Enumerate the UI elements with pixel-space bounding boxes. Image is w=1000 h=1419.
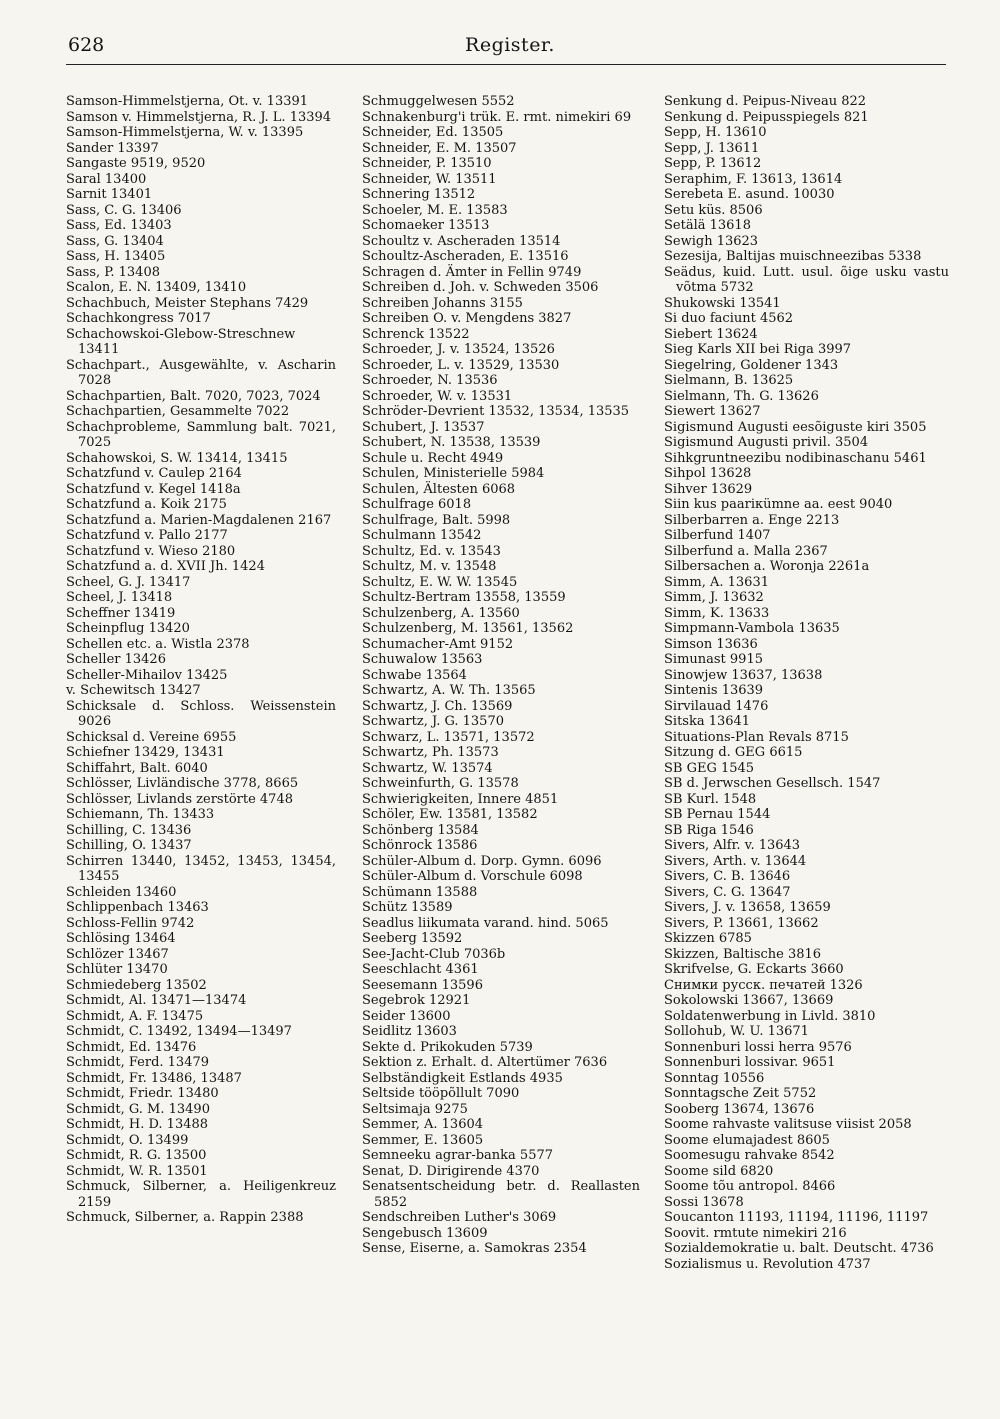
index-entry: Schlösing 13464 [66,931,176,946]
index-entry: Scheller 13426 [66,652,166,667]
index-entry: Skizzen 6785 [664,931,752,946]
index-entry: Soldatenwerbung in Livld. 3810 [664,1008,876,1024]
index-entry: Sinowjew 13637, 13638 [664,667,823,683]
index-entry: Schoeler, M. E. 13583 [362,202,508,218]
index-entry: Sass, Ed. 13403 [66,218,172,233]
index-entry: Sieg Karls XII bei Riga 3997 [664,342,852,357]
index-entry: Schilling, C. 13436 [66,822,192,838]
index-entry: Schiefner 13429, 13431 [66,745,225,760]
index-entry: Schomaeker 13513 [362,218,490,233]
index-entry: Schreiben Johanns 3155 [362,295,523,311]
index-entry: Sivers, C. G. 13647 [664,884,791,900]
index-entry: Schachowskoi-Glebow-Streschnew 13411 [66,326,296,357]
index-entry: Schönrock 13586 [362,838,478,853]
index-entry: Schmuggelwesen 5552 [362,94,515,109]
index-entry: Sokolowski 13667, 13669 [664,993,834,1008]
index-entry: Seädus, kuid. Lutt. usul. õige usku vastu võtma 5732 [664,264,949,295]
index-entry: Sozialdemokratie u. balt. Deutscht. 4736 [664,1241,934,1256]
index-entry: Seraphim, F. 13613, 13614 [664,171,843,187]
index-entry: Schmidt, Friedr. 13480 [66,1086,219,1101]
index-entry: Schmidt, Fr. 13486, 13487 [66,1070,242,1086]
index-entry: Schmuck, Silberner, a. Rappin 2388 [66,1210,304,1225]
index-column-1 [66,94,336,1379]
index-entry: Soomesugu rahvake 8542 [664,1148,835,1163]
index-entry: Schultz, Ed. v. 13543 [362,543,501,559]
index-entry: v. Schewitsch 13427 [66,683,201,698]
index-entry: Schachpart., Ausgewählte, v. Ascharin 7028 [66,357,336,388]
index-entry: Schulfrage, Balt. 5998 [362,512,511,528]
index-entry: Sonntag 10556 [664,1070,765,1086]
index-entry: Soome rahvaste valitsuse viisist 2058 [664,1117,912,1132]
index-entry: Schmidt, C. 13492, 13494—13497 [66,1024,292,1039]
index-entry: Shukowski 13541 [664,295,781,311]
index-entry: Schatzfund v. Wieso 2180 [66,543,236,559]
index-entry: Sepp, J. 13611 [664,140,760,156]
index-entry: Seidlitz 13603 [362,1024,457,1039]
index-entry: Setälä 13618 [664,218,751,233]
index-entry: Si duo faciunt 4562 [664,311,794,326]
index-entry: SB d. Jerwschen Gesellsch. 1547 [664,776,881,791]
index-entry: Schatzfund a. Marien-Magdalenen 2167 [66,512,332,528]
index-entry: Schachpartien, Gesammelte 7022 [66,404,290,419]
index-entry: Schulmann 13542 [362,528,482,543]
index-entry: Schroeder, J. v. 13524, 13526 [362,342,555,357]
index-entry: Sivers, Arth. v. 13644 [664,853,807,869]
index-entry: Senkung d. Peipusspiegels 821 [664,109,869,125]
index-entry: Schachkongress 7017 [66,311,211,326]
index-entry: Seltside tööpõllult 7090 [362,1086,520,1101]
index-entry: Schweinfurth, G. 13578 [362,776,519,791]
index-entry: Sengebusch 13609 [362,1225,488,1241]
index-entry: Sihpol 13628 [664,466,752,481]
index-entry: Semmer, A. 13604 [362,1117,484,1132]
index-entry: Situations-Plan Revals 8715 [664,729,849,745]
index-entry: Sollohub, W. U. 13671 [664,1024,809,1039]
index-entry: Schultz-Bertram 13558, 13559 [362,590,566,605]
index-entry: Simpmann-Vambola 13635 [664,621,840,636]
index-entry: Sass, C. G. 13406 [66,202,182,218]
index-entry: Siewert 13627 [664,404,761,419]
index-entry: Sozialismus u. Revolution 4737 [664,1256,871,1272]
index-entry: Serebeta E. asund. 10030 [664,187,835,202]
index-entry: Simm, A. 13631 [664,574,769,590]
index-entry: Schlüter 13470 [66,962,168,977]
index-entry: Sangaste 9519, 9520 [66,156,206,171]
index-entry: Schwierigkeiten, Innere 4851 [362,791,559,807]
index-entry: Schlösser, Livländische 3778, 8665 [66,776,299,791]
index-entry: Schneider, W. 13511 [362,171,497,187]
index-entry: Schicksale d. Schloss. Weissenstein 9026 [66,698,336,729]
index-entry: Sewigh 13623 [664,233,759,249]
index-entry: Simunast 9915 [664,652,763,667]
header-divider [66,64,946,65]
index-entry: Schüler-Album d. Dorp. Gymn. 6096 [362,853,602,869]
index-entry: Schwarz, L. 13571, 13572 [362,729,535,745]
index-column-2 [362,94,640,1379]
index-entry: Sass, P. 13408 [66,264,160,280]
index-entry: Semneeku agrar-banka 5577 [362,1148,554,1163]
index-entry: Schule u. Recht 4949 [362,450,504,466]
index-entry: Schiemann, Th. 13433 [66,807,215,822]
index-entry: Soucanton 11193, 11194, 11196, 11197 [664,1210,929,1225]
index-entry: Schatzfund v. Pallo 2177 [66,528,228,543]
index-entry: Sivers, Alfr. v. 13643 [664,838,801,853]
index-entry: Schubert, J. 13537 [362,419,485,435]
index-entry: Sihkgruntneezibu nodibinaschanu 5461 [664,450,927,466]
index-entry: Sass, G. 13404 [66,233,164,249]
index-entry: Sitska 13641 [664,714,751,729]
index-entry: Scheffner 13419 [66,605,176,621]
index-entry: Siegelring, Goldener 1343 [664,357,839,373]
index-entry: Schmidt, A. F. 13475 [66,1008,204,1024]
index-entry: Schroeder, L. v. 13529, 13530 [362,357,560,373]
index-entry: Soovit. rmtute nimekiri 216 [664,1225,847,1241]
index-entry: Schatzfund v. Caulep 2164 [66,466,242,481]
index-entry: Schlippenbach 13463 [66,900,209,915]
index-entry: Samson v. Himmelstjerna, R. J. L. 13394 [66,109,332,125]
index-entry: Silberbarren a. Enge 2213 [664,512,840,528]
index-entry: Setu küs. 8506 [664,202,763,218]
index-entry: Seeschlacht 4361 [362,962,479,977]
index-entry: Sirvilauad 1476 [664,698,769,714]
index-entry: Schnakenburg'i trük. E. rmt. nimekiri 69 [362,109,632,125]
index-entry: Sigismund Augusti privil. 3504 [664,435,869,450]
index-entry: Schoultz-Ascheraden, E. 13516 [362,249,569,264]
index-entry: Sooberg 13674, 13676 [664,1101,815,1117]
index-entry: Schiffahrt, Balt. 6040 [66,760,208,776]
index-entry: Schultz, M. v. 13548 [362,559,497,574]
index-entry: Simm, J. 13632 [664,590,764,605]
index-entry: Schmidt, Al. 13471—13474 [66,993,247,1008]
index-entry: Schachpartien, Balt. 7020, 7023, 7024 [66,388,321,404]
index-entry: Schütz 13589 [362,900,453,915]
index-entry: Schreiben d. Joh. v. Schweden 3506 [362,280,599,295]
index-entry: Schmidt, H. D. 13488 [66,1117,209,1132]
index-entry: Schahowskoi, S. W. 13414, 13415 [66,450,288,466]
index-entry: SB Kurl. 1548 [664,791,757,807]
index-column-3 [664,94,949,1379]
index-entry: Seider 13600 [362,1008,451,1024]
index-entry: Samson-Himmelstjerna, Ot. v. 13391 [66,94,309,109]
index-entry: Sielmann, B. 13625 [664,373,794,388]
index-entry: Silbersachen a. Woronja 2261a [664,559,870,574]
index-entry: Sektion z. Erhalt. d. Altertümer 7636 [362,1055,608,1070]
index-entry: Schulen, Ministerielle 5984 [362,466,545,481]
index-entry: Seadlus liikumata varand. hind. 5065 [362,915,609,931]
index-entry: Schmidt, Ed. 13476 [66,1039,197,1055]
index-entry: Schlözer 13467 [66,946,169,962]
index-entry: Schmidt, R. G. 13500 [66,1148,207,1163]
index-entry: Sezesija, Baltijas muischneezibas 5338 [664,249,922,264]
index-entry: Schwartz, Ph. 13573 [362,745,499,760]
index-entry: Schloss-Fellin 9742 [66,915,195,931]
index-entry: Schöler, Ew. 13581, 13582 [362,807,538,822]
index-entry: Silberfund a. Malla 2367 [664,543,828,559]
index-entry: Schulzenberg, M. 13561, 13562 [362,621,574,636]
index-entry: Sonnenburi lossi herra 9576 [664,1039,852,1055]
index-entry: Schneider, E. M. 13507 [362,140,517,156]
index-entry: Schroeder, N. 13536 [362,373,498,388]
index-entry: Sigismund Augusti eesõiguste kiri 3505 [664,419,927,435]
index-entry: Sepp, P. 13612 [664,156,762,171]
index-entry: Simson 13636 [664,636,758,652]
index-entry: Schultz, E. W. W. 13545 [362,574,518,590]
index-entry: Schachbuch, Meister Stephans 7429 [66,295,309,311]
index-entry: Schilling, O. 13437 [66,838,192,853]
index-entry: Schmidt, G. M. 13490 [66,1101,210,1117]
index-entry: Saral 13400 [66,171,147,187]
index-entry: Scheel, G. J. 13417 [66,574,191,590]
index-entry: Seesemann 13596 [362,977,483,993]
index-entry: Schatzfund v. Kegel 1418a [66,481,241,497]
index-entry: Soome sild 6820 [664,1163,774,1179]
index-entry: Schwartz, J. Ch. 13569 [362,698,513,714]
index-entry: Samson-Himmelstjerna, W. v. 13395 [66,125,304,140]
index-entry: Schnering 13512 [362,187,476,202]
index-entry: See-Jacht-Club 7036b [362,946,506,962]
index-entry: Schreiben O. v. Mengdens 3827 [362,311,572,326]
index-entry: Sendschreiben Luther's 3069 [362,1210,557,1225]
index-entry: Schwabe 13564 [362,667,467,683]
index-entry: Schulzenberg, A. 13560 [362,605,520,621]
index-entry: Soome elumajadest 8605 [664,1132,830,1148]
index-entry: Schneider, P. 13510 [362,156,492,171]
index-entry: Schirren 13440, 13452, 13453, 13454, 13455 [66,853,336,884]
index-entry: Schrenck 13522 [362,326,470,342]
index-entry: Scheller-Mihailov 13425 [66,667,228,683]
index-entry: Schlösser, Livlands zerstörte 4748 [66,791,293,807]
index-entry: Schicksal d. Vereine 6955 [66,729,237,745]
index-entry: Schröder-Devrient 13532, 13534, 13535 [362,404,630,419]
index-entry: Schümann 13588 [362,884,478,900]
index-entry: Sarnit 13401 [66,187,153,202]
index-entry: Skrifvelse, G. Eckarts 3660 [664,962,844,977]
index-entry: Skizzen, Baltische 3816 [664,946,822,962]
index-entry: Sass, H. 13405 [66,249,166,264]
index-entry: Schoultz v. Ascheraden 13514 [362,233,561,249]
index-entry: Sossi 13678 [664,1194,744,1210]
index-entry: Schwartz, A. W. Th. 13565 [362,683,536,698]
index-entry: Sintenis 13639 [664,683,764,698]
index-entry: Schroeder, W. v. 13531 [362,388,513,404]
index-entry: Schwartz, W. 13574 [362,760,493,776]
index-entry: Sonnenburi lossivar. 9651 [664,1055,836,1070]
index-entry: Schatzfund a. d. XVII Jh. 1424 [66,559,265,574]
index-entry: Senkung d. Peipus-Niveau 822 [664,94,867,109]
index-entry: Segebrok 12921 [362,993,471,1008]
index-entry: Sivers, P. 13661, 13662 [664,915,819,931]
index-entry: Sivers, J. v. 13658, 13659 [664,900,831,915]
index-entry: Senatsentscheidung betr. d. Reallasten 5852 [362,1179,640,1210]
index-entry: SB Pernau 1544 [664,807,771,822]
index-entry: Scalon, E. N. 13409, 13410 [66,280,247,295]
index-entry: Schmidt, O. 13499 [66,1132,189,1148]
index-entry: Schulen, Ältesten 6068 [362,481,516,497]
index-entry: Seeberg 13592 [362,931,463,946]
page-title: Register. [465,34,555,56]
index-entry: Scheel, J. 13418 [66,590,173,605]
index-entry: Schönberg 13584 [362,822,479,838]
index-entry: Simm, K. 13633 [664,605,770,621]
index-entry: Sihver 13629 [664,481,753,497]
index-entry: Schneider, Ed. 13505 [362,125,504,140]
index-entry: Silberfund 1407 [664,528,771,543]
index-entry: Sonntagsche Zeit 5752 [664,1086,817,1101]
index-entry: Senat, D. Dirigirende 4370 [362,1163,540,1179]
index-entry: Schuwalow 13563 [362,652,483,667]
index-entry: Schwartz, J. G. 13570 [362,714,504,729]
index-entry: Sitzung d. GEG 6615 [664,745,803,760]
index-entry: Schragen d. Ämter in Fellin 9749 [362,264,582,280]
index-entry: Siin kus paariкümne aa. eest 9040 [664,497,893,512]
index-entry: Sepp, H. 13610 [664,125,767,140]
index-entry: Sielmann, Th. G. 13626 [664,388,819,404]
index-entry: Sekte d. Prikokuden 5739 [362,1039,533,1055]
index-entry: Siebert 13624 [664,326,758,342]
index-entry: Selbständigkeit Estlands 4935 [362,1070,563,1086]
index-entry: Schachprobleme, Sammlung balt. 7021, 7025 [66,419,336,450]
index-entry: Schatzfund a. Koik 2175 [66,497,227,512]
index-entry: Scheinpflug 13420 [66,621,190,636]
index-entry: Schmuck, Silberner, a. Heiligenkreuz 2159 [66,1179,336,1210]
index-entry: Schubert, N. 13538, 13539 [362,435,541,450]
index-entry: Schleiden 13460 [66,884,177,900]
index-entry: Sivers, C. B. 13646 [664,869,791,884]
index-entry: SB GEG 1545 [664,760,755,776]
index-entry: Schüler-Album d. Vorschule 6098 [362,869,583,884]
index-entry: Seltsimaja 9275 [362,1101,468,1117]
index-entry: Schmidt, W. R. 13501 [66,1163,208,1179]
index-entry: Soome tõu antropol. 8466 [664,1179,836,1194]
index-entry: SB Riga 1546 [664,822,754,838]
index-entry: Semmer, E. 13605 [362,1132,484,1148]
index-entry: Schmiedeberg 13502 [66,977,207,993]
index-entry: Schulfrage 6018 [362,497,472,512]
page-number: 628 [68,34,105,56]
index-entry: Schellen etc. a. Wistla 2378 [66,636,250,652]
index-entry: Sander 13397 [66,140,159,156]
index-entry: Schumacher-Amt 9152 [362,636,514,652]
index-entry: Снимки русск. печатей 1326 [664,977,863,993]
index-entry: Schmidt, Ferd. 13479 [66,1055,210,1070]
index-entry: Sense, Eiserne, a. Samokras 2354 [362,1241,587,1256]
